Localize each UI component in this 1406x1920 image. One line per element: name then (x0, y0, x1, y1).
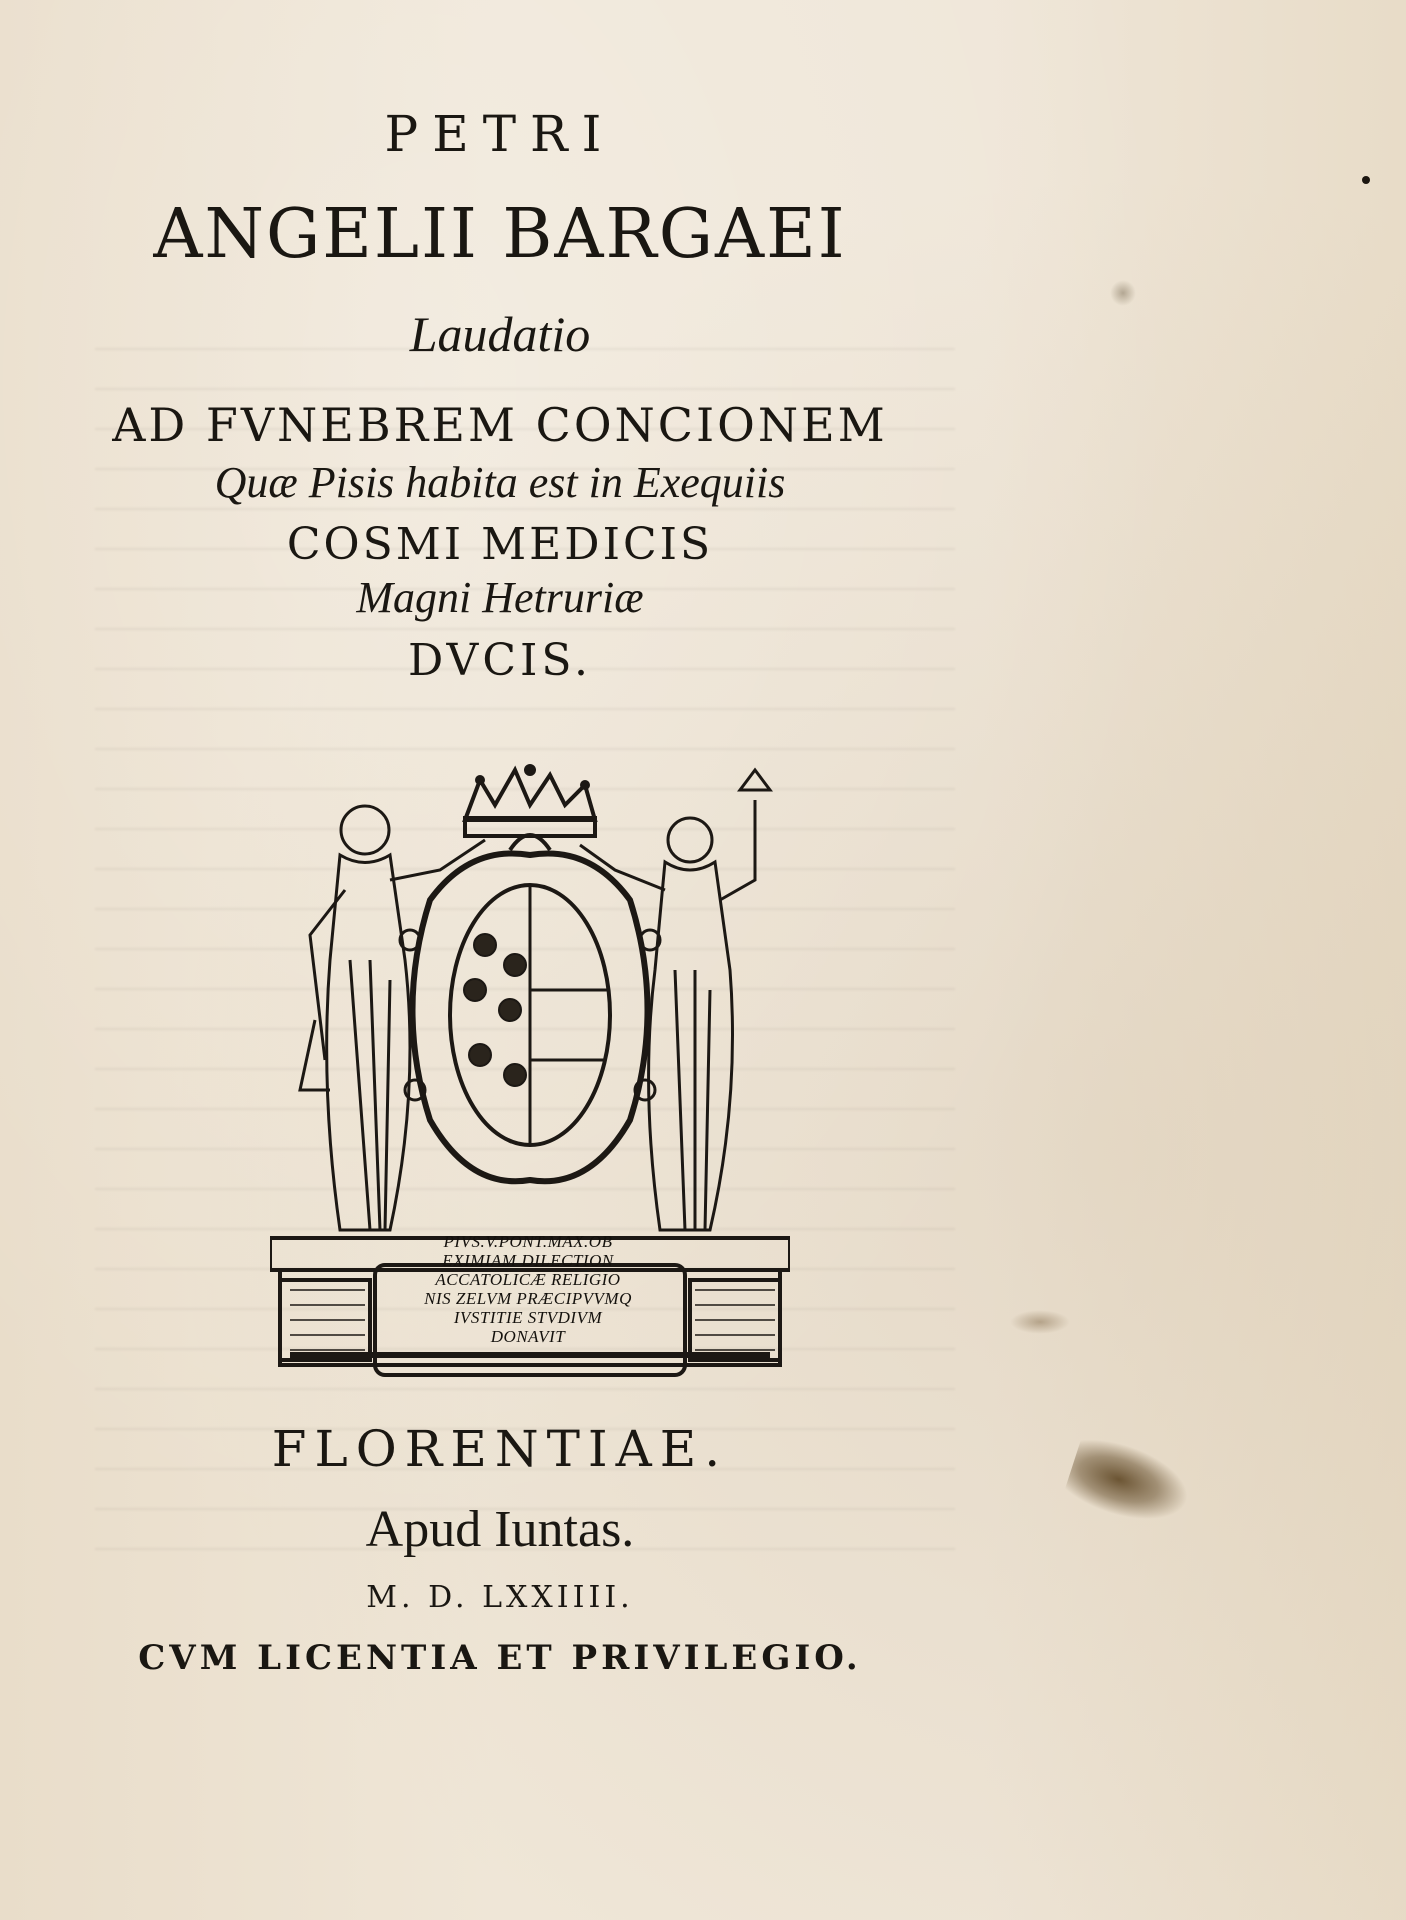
privilege-statement: CVM LICENTIA ET PRIVILEGIO. (138, 1638, 862, 1678)
ink-stain (1062, 1431, 1198, 1535)
subtitle-line-4: Magni Hetruriæ (356, 573, 644, 622)
subtitle-line-2: Quæ Pisis habita est in Exequiis (214, 458, 786, 507)
subtitle-line-3: COSMI MEDICIS (286, 519, 714, 570)
woodcut-motto-inscription: PIVS.V.PONT.MAX.OB EXIMIAM DILECTION ACCATOLICÆ RELIGIO NIS ZELVM PRÆCIPVVMQ IVSTITIE STVDIVM DONAVIT (424, 1232, 632, 1346)
author-surname: ANGELII BARGAEI (153, 195, 847, 274)
author-first-name: PETRI (384, 105, 616, 163)
imprint-date: M. D. LXXIIII. (366, 1580, 634, 1615)
subtitle-line-1: AD FVNEBREM CONCIONEM (112, 398, 888, 452)
imprint-printer: Apud Iuntas. (365, 1501, 635, 1558)
foxing-stain (1010, 1310, 1070, 1334)
medici-palle (464, 934, 526, 1086)
imprint-place: FLORENTIAE. (271, 1420, 729, 1478)
work-title: Laudatio (409, 306, 591, 362)
subtitle-line-5: DVCIS. (408, 635, 592, 686)
foxing-stain (1110, 280, 1136, 306)
shield-cartouche (400, 835, 660, 1181)
ink-dot (1362, 176, 1370, 184)
crown-icon (465, 765, 595, 836)
